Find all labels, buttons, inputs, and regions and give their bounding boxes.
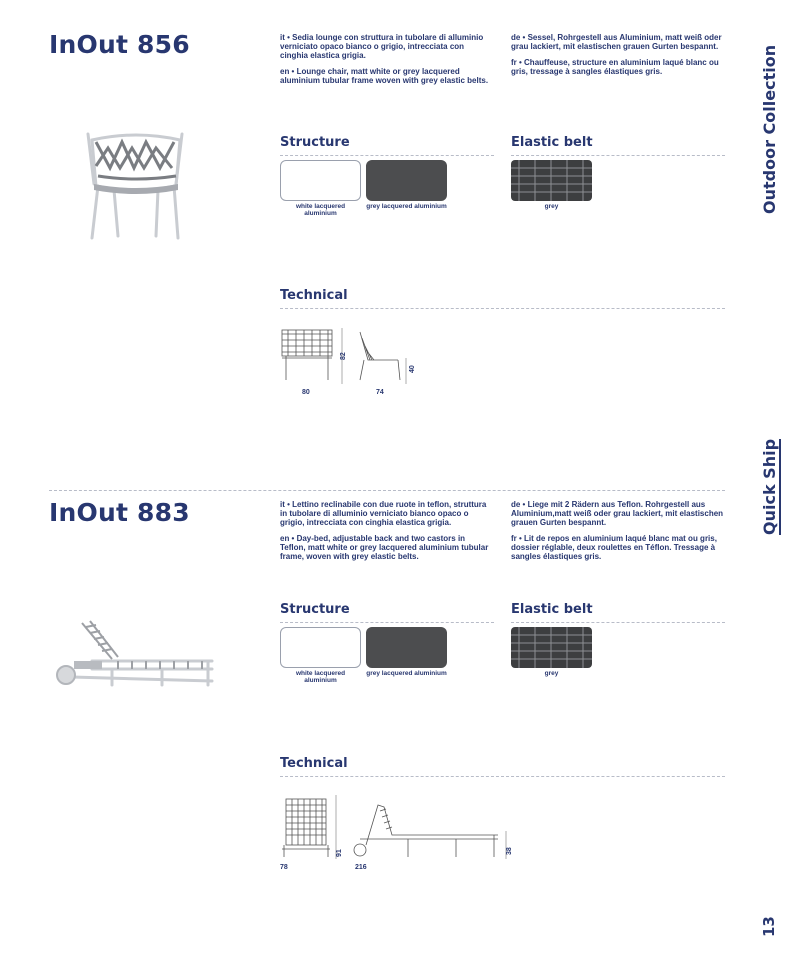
description-de-fr (511, 500, 726, 568)
technical-heading: Technical (280, 288, 725, 309)
belt-swatch-label: grey (544, 670, 559, 677)
grey-swatch-label: grey lacquered aluminium (366, 670, 447, 677)
white-lacquered-swatch[interactable] (280, 160, 361, 201)
page-number: 13 (760, 916, 778, 937)
product-separator (49, 490, 725, 491)
dim-seat-height: 38 (506, 847, 513, 855)
dim-width: 80 (302, 389, 310, 396)
grey-belt-swatch[interactable] (511, 160, 592, 201)
description-de: de • Sessel, Rohrgestell aus Aluminium, matt weiß oder grau lackiert, mit elastischen grauen Gurten bespannt. (511, 33, 722, 51)
dim-height: 82 (340, 352, 347, 360)
elastic-belt-heading: Elastic belt (511, 602, 725, 623)
grey-belt-swatch[interactable] (511, 627, 592, 668)
structure-heading: Structure (280, 602, 494, 623)
grey-lacquered-swatch[interactable] (366, 160, 447, 201)
lounge-chair-image (80, 128, 188, 242)
structure-heading: Structure (280, 135, 494, 156)
white-swatch-label: white lacquered aluminium (295, 203, 346, 217)
dim-width: 78 (280, 864, 288, 871)
dim-seat-height: 40 (409, 365, 416, 373)
woven-belt-pattern (511, 160, 592, 201)
technical-drawing-chair (280, 328, 416, 386)
woven-belt-pattern (511, 627, 592, 668)
dim-height: 91 (336, 849, 343, 857)
technical-heading: Technical (280, 756, 725, 777)
technical-drawing-day-bed (280, 795, 516, 861)
product-title: InOut 856 (49, 30, 190, 59)
grey-lacquered-swatch[interactable] (366, 627, 447, 668)
white-swatch-label: white lacquered aluminium (295, 670, 346, 684)
grey-swatch-label: grey lacquered aluminium (366, 203, 447, 210)
description-fr: fr • Chauffeuse, structure en aluminium laqué blanc ou gris, tressage à sangles élastiques gris. (511, 58, 719, 76)
belt-swatch-label: grey (544, 203, 559, 210)
description-de-fr (511, 33, 726, 83)
description-it: it • Lettino reclinabile con due ruote in teflon, struttura in tubolare di alluminio verniciato bianco opaco o grigio, intrecciata con cinghia elastica grigia. (280, 500, 487, 527)
description-it: it • Sedia lounge con struttura in tubolare di alluminio verniciato opaco bianco o grigio, intrecciata con cinghia elastica grigia. (280, 33, 484, 60)
collection-side-label: Outdoor Collection (760, 44, 779, 214)
description-fr: fr • Lit de repos en aluminium laqué blanc mat ou gris, dossier réglable, deux roulettes en Téflon. Tressage à sangles élastiques gris. (511, 534, 717, 561)
description-en: en • Day-bed, adjustable back and two castors in Teflon, matt white or grey lacquered aluminium tubular frame, woven with grey elastic belts. (280, 534, 489, 561)
elastic-belt-heading: Elastic belt (511, 135, 725, 156)
product-title: InOut 883 (49, 498, 190, 527)
description-it-en (280, 33, 490, 92)
white-lacquered-swatch[interactable] (280, 627, 361, 668)
day-bed-image (52, 615, 216, 689)
dim-depth: 74 (376, 389, 384, 396)
description-en: en • Lounge chair, matt white or grey lacquered aluminium tubular frame woven with grey elastic belts. (280, 67, 489, 85)
dim-depth: 216 (355, 864, 367, 871)
description-de: de • Liege mit 2 Rädern aus Teflon. Rohrgestell aus Aluminium,matt weiß oder grau lackiert, mit elastischen grauen Gurten bespannt. (511, 500, 724, 527)
quick-ship-side-label[interactable]: Quick Ship (760, 438, 779, 535)
description-it-en (280, 500, 490, 568)
